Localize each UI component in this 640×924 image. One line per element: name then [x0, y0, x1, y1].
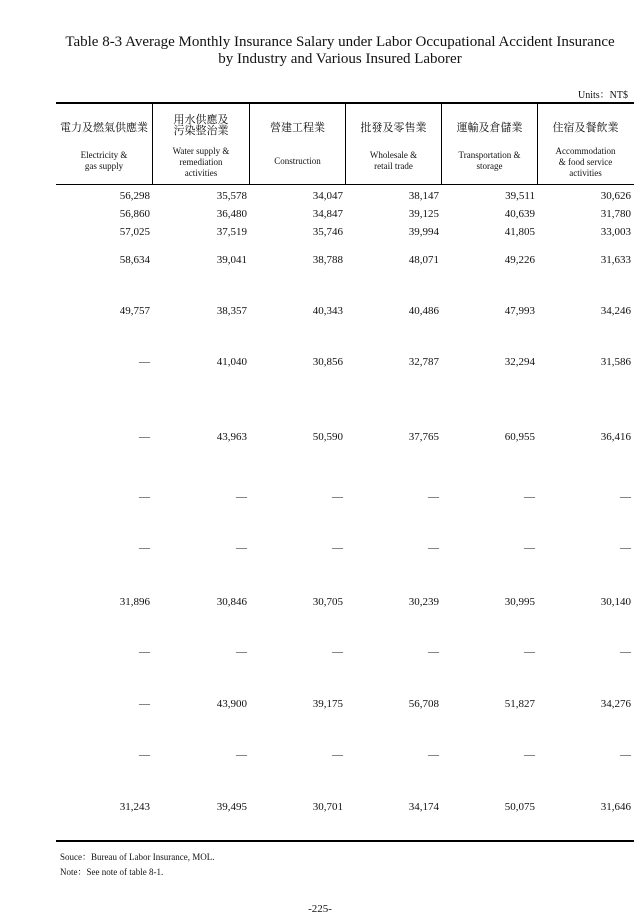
- table-cell: 34,047: [312, 190, 343, 202]
- column-header: [538, 104, 633, 184]
- table-cell: —: [620, 646, 631, 658]
- source-note: Souce：Bureau of Labor Insurance, MOL.: [60, 852, 215, 862]
- table-cell: 49,757: [119, 305, 150, 317]
- column-header-zh: 電力及燃氣供應業: [60, 121, 148, 134]
- table-cell: 36,416: [600, 431, 631, 443]
- table-cell: 34,246: [600, 305, 631, 317]
- table-cell: 30,995: [504, 596, 535, 608]
- table-cell: 39,175: [312, 698, 343, 710]
- table-cell: 38,788: [312, 254, 343, 266]
- table-cell: 40,486: [408, 305, 439, 317]
- table-cell: 43,900: [216, 698, 247, 710]
- table-cell: 34,847: [312, 208, 343, 220]
- table-cell: 40,639: [504, 208, 535, 220]
- table-title-line-1: Table 8-3 Average Monthly Insurance Salary under Labor Occupational Accident Insurance: [65, 34, 615, 50]
- table-cell: 41,805: [504, 226, 535, 238]
- table-cell: 49,226: [504, 254, 535, 266]
- table-cell: 30,701: [312, 801, 343, 813]
- table-cell: 31,633: [600, 254, 631, 266]
- table-note: Note：See note of table 8-1.: [60, 867, 164, 877]
- table-cell: 47,993: [504, 305, 535, 317]
- table-cell: 56,860: [119, 208, 150, 220]
- table-cell: 31,243: [119, 801, 150, 813]
- column-header-en: & food service: [558, 157, 613, 167]
- table-cell: —: [236, 542, 247, 554]
- table-cell: 31,586: [600, 356, 631, 368]
- table-cell: 37,519: [216, 226, 247, 238]
- table-cell: —: [332, 542, 343, 554]
- column-header-en: Construction: [274, 156, 321, 166]
- table-cell: —: [524, 749, 535, 761]
- column-header-en: activities: [184, 168, 218, 178]
- table-cell: 34,174: [408, 801, 439, 813]
- table-cell: 33,003: [600, 226, 631, 238]
- column-header-en: Accommodation: [555, 146, 616, 156]
- table-cell: 57,025: [119, 226, 150, 238]
- column-header-zh: 住宿及餐飲業: [552, 121, 619, 134]
- column-header-en: retail trade: [374, 161, 413, 171]
- table-cell: —: [428, 749, 439, 761]
- page-number: -225-: [308, 903, 332, 915]
- table-cell: 41,040: [216, 356, 247, 368]
- table-cell: 30,856: [312, 356, 343, 368]
- table-cell: 30,705: [312, 596, 343, 608]
- table-cell: —: [139, 356, 150, 368]
- table-cell: 35,578: [216, 190, 247, 202]
- column-header-zh: 批發及零售業: [360, 121, 427, 134]
- table-cell: —: [139, 749, 150, 761]
- table-cell: —: [139, 491, 150, 503]
- table-cell: 39,495: [216, 801, 247, 813]
- table-cell: 37,765: [408, 431, 439, 443]
- units-label: Units：NT$: [578, 90, 628, 101]
- table-cell: 56,708: [408, 698, 439, 710]
- table-cell: —: [332, 749, 343, 761]
- table-cell: —: [428, 491, 439, 503]
- table-cell: 56,298: [119, 190, 150, 202]
- table-cell: —: [332, 491, 343, 503]
- table-cell: 60,955: [504, 431, 535, 443]
- table-cell: 32,294: [504, 356, 535, 368]
- table-cell: —: [139, 698, 150, 710]
- column-header-en: Wholesale &: [369, 150, 418, 160]
- table-cell: —: [620, 749, 631, 761]
- table-cell: —: [620, 542, 631, 554]
- table-cell: 31,780: [600, 208, 631, 220]
- column-header: [250, 104, 345, 184]
- table-cell: 58,634: [119, 254, 150, 266]
- column-header-en: Electricity &: [80, 150, 128, 160]
- table-cell: 39,511: [505, 190, 535, 202]
- header-rule: [56, 184, 634, 185]
- table-cell: 30,140: [600, 596, 631, 608]
- column-header: [346, 104, 441, 184]
- table-cell: 39,994: [408, 226, 439, 238]
- table-cell: 36,480: [216, 208, 247, 220]
- table-cell: —: [524, 646, 535, 658]
- table-cell: 30,239: [408, 596, 439, 608]
- table-cell: —: [139, 542, 150, 554]
- table-cell: 50,590: [312, 431, 343, 443]
- table-cell: —: [428, 542, 439, 554]
- table-cell: 35,746: [312, 226, 343, 238]
- table-cell: 48,071: [408, 254, 439, 266]
- table-cell: 31,646: [600, 801, 631, 813]
- table-cell: —: [620, 491, 631, 503]
- column-header-en: remediation: [179, 157, 223, 167]
- column-header-zh: 營建工程業: [270, 121, 325, 134]
- table-cell: 43,963: [216, 431, 247, 443]
- table-cell: 51,827: [504, 698, 535, 710]
- table-cell: —: [332, 646, 343, 658]
- column-header-en: Water supply &: [172, 146, 230, 156]
- table-cell: 38,357: [216, 305, 247, 317]
- table-cell: —: [524, 491, 535, 503]
- table-cell: 34,276: [600, 698, 631, 710]
- column-header-en: gas supply: [84, 161, 124, 171]
- column-header-en: Transportation &: [458, 150, 521, 160]
- table-cell: —: [139, 431, 150, 443]
- table-cell: 30,626: [600, 190, 631, 202]
- table-cell: 39,041: [216, 254, 247, 266]
- table-cell: 30,846: [216, 596, 247, 608]
- table-cell: 31,896: [119, 596, 150, 608]
- column-header: [153, 104, 249, 184]
- table-cell: —: [236, 491, 247, 503]
- column-header-zh: 用水供應及: [173, 113, 229, 126]
- column-header-zh: 污染整治業: [173, 124, 229, 137]
- table-cell: 40,343: [312, 305, 343, 317]
- column-header: [442, 104, 537, 184]
- table-cell: 50,075: [504, 801, 535, 813]
- table-cell: 38,147: [408, 190, 439, 202]
- bottom-rule: [56, 840, 634, 842]
- table-cell: 39,125: [408, 208, 439, 220]
- table-cell: —: [139, 646, 150, 658]
- column-header-en: storage: [476, 161, 503, 171]
- column-header: [56, 104, 152, 184]
- table-cell: —: [428, 646, 439, 658]
- column-header-zh: 運輸及倉儲業: [456, 121, 523, 134]
- table-cell: —: [524, 542, 535, 554]
- table-cell: —: [236, 749, 247, 761]
- table-title-line-2: by Industry and Various Insured Laborer: [218, 51, 462, 67]
- table-cell: 32,787: [408, 356, 439, 368]
- table-cell: —: [236, 646, 247, 658]
- column-header-en: activities: [569, 168, 602, 178]
